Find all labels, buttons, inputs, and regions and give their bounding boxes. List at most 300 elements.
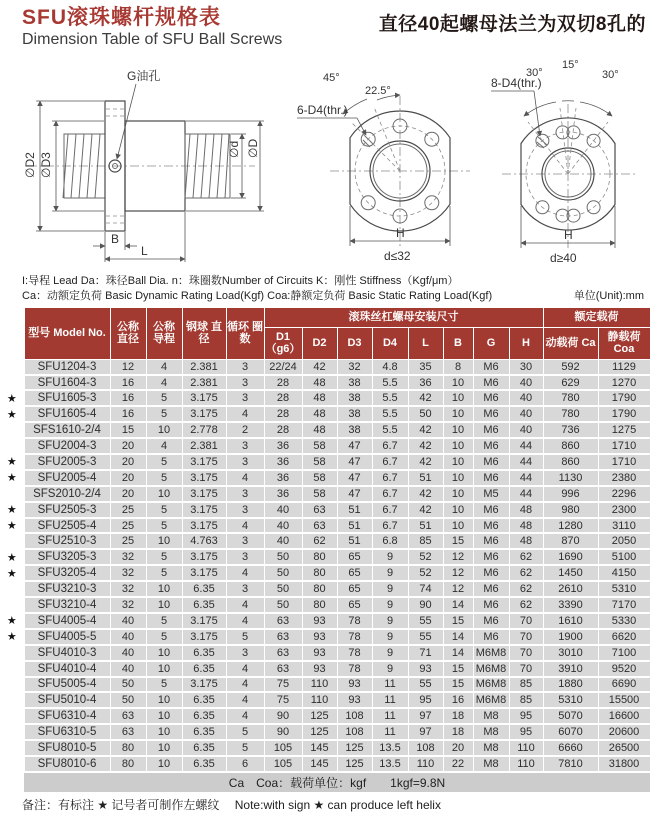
value-cell: 40 — [264, 518, 302, 534]
value-cell: 63 — [302, 518, 337, 534]
flange6-angle-225-label: 22.5° — [365, 85, 391, 97]
value-cell: 51 — [337, 533, 372, 549]
value-cell: 3.175 — [182, 502, 226, 518]
value-cell: 6.7 — [372, 454, 408, 470]
value-cell: 15 — [443, 613, 473, 629]
value-cell: 10 — [146, 422, 182, 438]
unit-label: 单位(Unit):mm — [573, 289, 644, 302]
value-cell: 3.175 — [182, 454, 226, 470]
value-cell: 20 — [110, 470, 146, 486]
value-cell: M6 — [473, 470, 509, 486]
value-cell: 1275 — [598, 422, 650, 438]
value-cell: 10 — [443, 518, 473, 534]
value-cell: 4 — [146, 438, 182, 454]
col-b: B — [443, 327, 473, 359]
value-cell: 6.35 — [182, 661, 226, 677]
value-cell: 31800 — [598, 756, 650, 772]
value-cell: 1280 — [543, 518, 598, 534]
flange-8-hole-drawing — [490, 56, 650, 272]
value-cell: 16 — [110, 375, 146, 391]
table-row — [0, 438, 650, 454]
value-cell: 2300 — [598, 502, 650, 518]
value-cell: 5100 — [598, 549, 650, 565]
value-cell: 4.763 — [182, 533, 226, 549]
value-cell: 78 — [337, 645, 372, 661]
value-cell: 26500 — [598, 740, 650, 756]
model-cell: SFU5010-4 — [24, 692, 110, 708]
value-cell: 51 — [337, 518, 372, 534]
value-cell: 16 — [110, 390, 146, 406]
value-cell: 3110 — [598, 518, 650, 534]
value-cell: 70 — [509, 613, 543, 629]
value-cell: 40 — [264, 533, 302, 549]
flange6-holes-label: 6-D4(thr.) — [297, 103, 348, 117]
value-cell: 50 — [264, 597, 302, 613]
value-cell: 10 — [146, 740, 182, 756]
value-cell: 97 — [408, 708, 443, 724]
table-row — [0, 581, 650, 597]
flange-6-hole-drawing — [295, 56, 490, 272]
value-cell: 95 — [408, 692, 443, 708]
value-cell: 10 — [146, 645, 182, 661]
value-cell: M5 — [473, 486, 509, 502]
flange8-angle-30b-label: 30° — [602, 69, 619, 81]
star-cell: ★ — [0, 629, 24, 645]
value-cell: 3 — [226, 533, 264, 549]
value-cell: 50 — [264, 549, 302, 565]
value-cell: 80 — [110, 756, 146, 772]
value-cell: 40 — [110, 629, 146, 645]
value-cell: 5 — [226, 740, 264, 756]
footnote: 备注：有标注 ★ 记号者可制作左螺纹 Note:with sign ★ can produce left helix — [22, 797, 441, 812]
value-cell: 2 — [226, 422, 264, 438]
value-cell: 4 — [226, 565, 264, 581]
table-row — [0, 597, 650, 613]
value-cell: 1880 — [543, 677, 598, 693]
value-cell: M6 — [473, 390, 509, 406]
value-cell: 63 — [264, 629, 302, 645]
table-row — [0, 677, 650, 693]
value-cell: 5 — [146, 565, 182, 581]
group-mounting-dims: 滚珠丝杠螺母安装尺寸 — [264, 307, 543, 327]
value-cell: 8 — [443, 359, 473, 374]
value-cell: 5 — [146, 518, 182, 534]
value-cell: 3 — [226, 359, 264, 374]
value-cell: 62 — [509, 565, 543, 581]
value-cell: 6.35 — [182, 708, 226, 724]
col-ball-dia: 钢球 直径 — [182, 307, 226, 359]
model-cell: SFS1610-2/4 — [24, 422, 110, 438]
value-cell: 36 — [264, 470, 302, 486]
value-cell: 20600 — [598, 724, 650, 740]
value-cell: 9 — [372, 581, 408, 597]
value-cell: 3390 — [543, 597, 598, 613]
value-cell: M6M8 — [473, 677, 509, 693]
value-cell: 25 — [110, 533, 146, 549]
value-cell: 6.7 — [372, 470, 408, 486]
value-cell: 3.175 — [182, 613, 226, 629]
table-row — [0, 740, 650, 756]
value-cell: M8 — [473, 756, 509, 772]
value-cell: 47 — [337, 470, 372, 486]
value-cell: 6.35 — [182, 740, 226, 756]
model-cell: SFU1605-3 — [24, 390, 110, 406]
value-cell: 93 — [337, 692, 372, 708]
value-cell: 3 — [226, 549, 264, 565]
value-cell: 1790 — [598, 390, 650, 406]
value-cell: 10 — [146, 756, 182, 772]
value-cell: 4.8 — [372, 359, 408, 374]
value-cell: 6690 — [598, 677, 650, 693]
value-cell: 44 — [509, 486, 543, 502]
table-row — [0, 692, 650, 708]
value-cell: 16 — [443, 692, 473, 708]
model-cell: SFU2505-4 — [24, 518, 110, 534]
value-cell: 93 — [302, 613, 337, 629]
value-cell: 3010 — [543, 645, 598, 661]
value-cell: 40 — [509, 406, 543, 422]
value-cell: 20 — [443, 740, 473, 756]
value-cell: 4 — [226, 677, 264, 693]
star-cell: ★ — [0, 406, 24, 422]
value-cell: 2380 — [598, 470, 650, 486]
model-cell: SFU1605-4 — [24, 406, 110, 422]
value-cell: 3.175 — [182, 518, 226, 534]
model-cell: SFU5005-4 — [24, 677, 110, 693]
value-cell: 36 — [264, 454, 302, 470]
col-nominal-dia: 公称 直径 — [110, 307, 146, 359]
table-row — [0, 518, 650, 534]
star-cell: ★ — [0, 454, 24, 470]
star-cell — [0, 645, 24, 661]
star-cell: ★ — [0, 390, 24, 406]
value-cell: 110 — [509, 740, 543, 756]
value-cell: 125 — [337, 740, 372, 756]
col-model: 型号 Model No. — [24, 307, 110, 359]
table-row — [0, 565, 650, 581]
value-cell: 6.7 — [372, 486, 408, 502]
value-cell: 4 — [226, 597, 264, 613]
ball-screw-side-view-drawing — [0, 56, 295, 272]
value-cell: 6.7 — [372, 438, 408, 454]
spec-table-footer — [0, 772, 650, 792]
table-row — [0, 549, 650, 565]
value-cell: 75 — [264, 692, 302, 708]
value-cell: 48 — [302, 375, 337, 391]
flange6-dim-h-label: H — [396, 226, 405, 240]
model-cell: SFU2005-3 — [24, 454, 110, 470]
star-cell — [0, 486, 24, 502]
flange8-angle-15-label: 15° — [562, 59, 579, 71]
value-cell: 44 — [509, 438, 543, 454]
value-cell: 2296 — [598, 486, 650, 502]
star-cell — [0, 756, 24, 772]
flange6-angle-45-label: 45° — [323, 72, 340, 84]
value-cell: 36 — [264, 486, 302, 502]
value-cell: 51 — [408, 518, 443, 534]
value-cell: 18 — [443, 708, 473, 724]
value-cell: M6 — [473, 454, 509, 470]
star-cell — [0, 422, 24, 438]
star-cell: ★ — [0, 613, 24, 629]
value-cell: 6.7 — [372, 502, 408, 518]
value-cell: 85 — [509, 692, 543, 708]
value-cell: M6 — [473, 406, 509, 422]
value-cell: 63 — [264, 613, 302, 629]
group-rated-load: 额定载荷 — [543, 307, 650, 327]
model-cell: SFU4005-5 — [24, 629, 110, 645]
flange8-dim-d-label: d≥40 — [550, 251, 577, 265]
value-cell: 42 — [408, 422, 443, 438]
value-cell: 63 — [264, 661, 302, 677]
value-cell: 48 — [509, 502, 543, 518]
value-cell: 15 — [443, 533, 473, 549]
value-cell: 3.175 — [182, 390, 226, 406]
value-cell: 48 — [302, 406, 337, 422]
value-cell: M6 — [473, 533, 509, 549]
value-cell: 3.175 — [182, 486, 226, 502]
table-row — [0, 375, 650, 391]
value-cell: 5 — [146, 390, 182, 406]
page-header — [0, 0, 650, 54]
value-cell: 110 — [408, 756, 443, 772]
value-cell: 71 — [408, 645, 443, 661]
value-cell: 105 — [264, 756, 302, 772]
value-cell: 3 — [226, 502, 264, 518]
star-cell — [0, 533, 24, 549]
value-cell: 6660 — [543, 740, 598, 756]
value-cell: 12 — [443, 565, 473, 581]
model-cell: SFU6310-4 — [24, 708, 110, 724]
star-cell — [0, 692, 24, 708]
value-cell: 10 — [443, 406, 473, 422]
value-cell: 7810 — [543, 756, 598, 772]
value-cell: M6 — [473, 581, 509, 597]
value-cell: 12 — [443, 581, 473, 597]
spec-table-header — [0, 307, 650, 359]
value-cell: 4 — [146, 359, 182, 374]
value-cell: 3 — [226, 390, 264, 406]
value-cell: 32 — [110, 565, 146, 581]
col-d1: D1 （g6） — [264, 327, 302, 359]
value-cell: 58 — [302, 486, 337, 502]
page-subtitle: Dimension Table of SFU Ball Screws — [22, 31, 283, 49]
value-cell: 15 — [443, 661, 473, 677]
value-cell: 95 — [509, 708, 543, 724]
value-cell: 15500 — [598, 692, 650, 708]
dim-l-label: L — [141, 244, 148, 258]
col-dynamic-load: 动载荷 Ca — [543, 327, 598, 359]
value-cell: 1450 — [543, 565, 598, 581]
value-cell: M6 — [473, 375, 509, 391]
value-cell: 5 — [226, 629, 264, 645]
value-cell: 10 — [146, 724, 182, 740]
value-cell: 50 — [408, 406, 443, 422]
star-cell: ★ — [0, 549, 24, 565]
value-cell: 6.35 — [182, 645, 226, 661]
table-row — [0, 724, 650, 740]
value-cell: M6 — [473, 359, 509, 374]
value-cell: 145 — [302, 756, 337, 772]
value-cell: 10 — [146, 597, 182, 613]
value-cell: 3 — [226, 454, 264, 470]
value-cell: 3.175 — [182, 565, 226, 581]
value-cell: 6.35 — [182, 756, 226, 772]
value-cell: 10 — [146, 692, 182, 708]
col-d3: D3 — [337, 327, 372, 359]
value-cell: 22/24 — [264, 359, 302, 374]
value-cell: M6 — [473, 597, 509, 613]
value-cell: 10 — [146, 486, 182, 502]
value-cell: 3 — [226, 438, 264, 454]
value-cell: 9 — [372, 597, 408, 613]
value-cell: 3 — [226, 486, 264, 502]
value-cell: 6.7 — [372, 518, 408, 534]
value-cell: 48 — [509, 518, 543, 534]
value-cell: 42 — [408, 502, 443, 518]
value-cell: 6.35 — [182, 597, 226, 613]
value-cell: 6.35 — [182, 724, 226, 740]
value-cell: 3.175 — [182, 677, 226, 693]
value-cell: 28 — [264, 406, 302, 422]
value-cell: 5 — [226, 724, 264, 740]
model-cell: SFU3205-4 — [24, 565, 110, 581]
value-cell: 11 — [372, 692, 408, 708]
value-cell: 1270 — [598, 375, 650, 391]
value-cell: 9 — [372, 565, 408, 581]
star-cell — [0, 661, 24, 677]
value-cell: 5070 — [543, 708, 598, 724]
value-cell: 14 — [443, 629, 473, 645]
value-cell: 36 — [264, 438, 302, 454]
star-cell — [0, 708, 24, 724]
value-cell: 13.5 — [372, 740, 408, 756]
value-cell: 3.175 — [182, 406, 226, 422]
model-cell: SFU6310-5 — [24, 724, 110, 740]
value-cell: 1610 — [543, 613, 598, 629]
table-row — [0, 629, 650, 645]
value-cell: 16600 — [598, 708, 650, 724]
table-row — [0, 454, 650, 470]
value-cell: 860 — [543, 454, 598, 470]
value-cell: 40 — [264, 502, 302, 518]
value-cell: 6620 — [598, 629, 650, 645]
value-cell: 48 — [302, 422, 337, 438]
value-cell: 78 — [337, 661, 372, 677]
value-cell: 63 — [110, 708, 146, 724]
dim-d-small-label: ∅d — [227, 140, 241, 158]
value-cell: 85 — [509, 677, 543, 693]
value-cell: 9520 — [598, 661, 650, 677]
value-cell: 9 — [372, 629, 408, 645]
value-cell: 78 — [337, 613, 372, 629]
value-cell: 47 — [337, 454, 372, 470]
value-cell: 11 — [372, 724, 408, 740]
value-cell: 14 — [443, 597, 473, 613]
value-cell: 6.35 — [182, 692, 226, 708]
oil-hole-label: G油孔 — [127, 69, 161, 83]
value-cell: 10 — [443, 422, 473, 438]
header-right-note: 直径40起螺母法兰为双切8孔的 — [378, 14, 646, 35]
table-row — [0, 613, 650, 629]
value-cell: 20 — [110, 438, 146, 454]
value-cell: 5 — [146, 406, 182, 422]
value-cell: 125 — [337, 756, 372, 772]
model-cell: SFS2010-2/4 — [24, 486, 110, 502]
value-cell: 5 — [146, 502, 182, 518]
value-cell: 70 — [509, 629, 543, 645]
value-cell: 996 — [543, 486, 598, 502]
value-cell: 1129 — [598, 359, 650, 374]
value-cell: 13.5 — [372, 756, 408, 772]
value-cell: 44 — [509, 470, 543, 486]
value-cell: 51 — [408, 470, 443, 486]
value-cell: 58 — [302, 438, 337, 454]
value-cell: 58 — [302, 470, 337, 486]
value-cell: 5.5 — [372, 422, 408, 438]
value-cell: 52 — [408, 565, 443, 581]
star-cell: ★ — [0, 565, 24, 581]
star-cell: ★ — [0, 502, 24, 518]
value-cell: 62 — [509, 581, 543, 597]
value-cell: 93 — [302, 661, 337, 677]
value-cell: 5.5 — [372, 390, 408, 406]
value-cell: 3 — [226, 581, 264, 597]
value-cell: 592 — [543, 359, 598, 374]
model-cell: SFU8010-5 — [24, 740, 110, 756]
value-cell: 4 — [226, 613, 264, 629]
value-cell: 93 — [337, 677, 372, 693]
value-cell: 105 — [264, 740, 302, 756]
col-nominal-lead: 公称 导程 — [146, 307, 182, 359]
table-row — [0, 422, 650, 438]
value-cell: 97 — [408, 724, 443, 740]
value-cell: 42 — [408, 454, 443, 470]
value-cell: 10 — [146, 661, 182, 677]
value-cell: 62 — [509, 549, 543, 565]
value-cell: 145 — [302, 740, 337, 756]
value-cell: M6M8 — [473, 692, 509, 708]
value-cell: 1690 — [543, 549, 598, 565]
model-cell: SFU8010-6 — [24, 756, 110, 772]
value-cell: 50 — [264, 581, 302, 597]
value-cell: 9 — [372, 645, 408, 661]
value-cell: 70 — [509, 645, 543, 661]
footer-star-cell — [0, 772, 24, 792]
value-cell: 10 — [443, 486, 473, 502]
value-cell: 65 — [337, 549, 372, 565]
value-cell: 80 — [302, 581, 337, 597]
model-cell: SFU1204-3 — [24, 359, 110, 374]
model-cell: SFU2505-3 — [24, 502, 110, 518]
value-cell: 5310 — [543, 692, 598, 708]
value-cell: M6M8 — [473, 645, 509, 661]
value-cell: 108 — [408, 740, 443, 756]
value-cell: 38 — [337, 406, 372, 422]
value-cell: 40 — [110, 645, 146, 661]
value-cell: 110 — [302, 692, 337, 708]
table-row — [0, 359, 650, 374]
value-cell: 3.175 — [182, 549, 226, 565]
value-cell: 3910 — [543, 661, 598, 677]
value-cell: 47 — [337, 438, 372, 454]
value-cell: 4 — [226, 518, 264, 534]
flange6-dim-d-label: d≤32 — [384, 249, 411, 263]
value-cell: 40 — [509, 390, 543, 406]
dim-d-big-label: ∅D — [246, 138, 260, 158]
value-cell: 55 — [408, 613, 443, 629]
value-cell: 5 — [146, 549, 182, 565]
